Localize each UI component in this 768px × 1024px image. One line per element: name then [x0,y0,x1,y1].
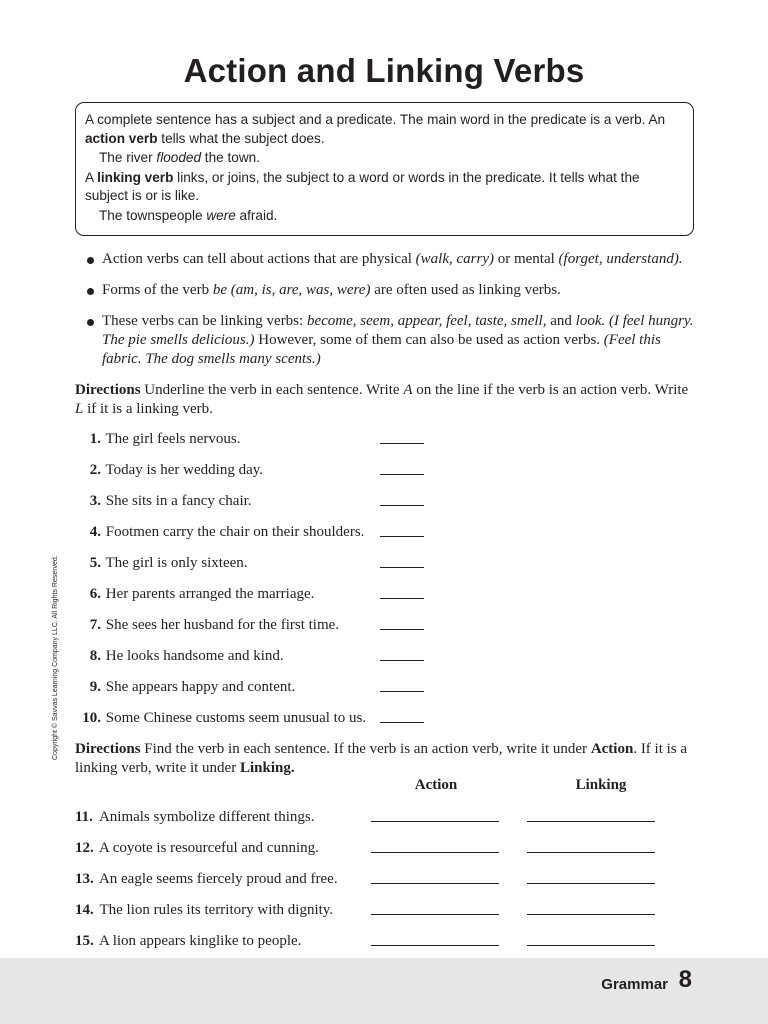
answer-line-2[interactable] [380,474,424,475]
question-13: 13. An eagle seems fiercely proud and free. [75,871,338,887]
answer-line-8[interactable] [380,660,424,661]
rule-text-linking: A linking verb links, or joins, the subject to a word or words in the predicate. It tells what the subject is or is like. [85,169,640,203]
question-14: 14. The lion rules its territory with dignity. [75,902,334,918]
question-11: 11. Animals symbolize different things. [75,809,315,825]
example-linking: The townspeople were afraid. [99,207,278,223]
answer-line-1[interactable] [380,443,424,444]
question-10: 10. Some Chinese customs seem unusual to us. [82,710,367,726]
question-7: 7. She sees her husband for the first time. [89,617,340,633]
term-action-verb: action verb [85,130,158,146]
example-action: The river flooded the town. [99,150,260,165]
question-4: 4. Footmen carry the chair on their shoulders. [89,524,365,540]
action-line-15[interactable] [371,945,499,946]
answer-line-4[interactable] [380,536,424,537]
column-header-action: Action [414,777,458,793]
linking-line-15[interactable] [527,945,655,946]
tips-list [86,250,696,381]
linking-line-12[interactable] [527,852,655,853]
list-item: Action verbs can tell about actions that are physical (walk, carry) or mental (forget, understand). [86,250,696,269]
question-5: 5. The girl is only sixteen. [89,555,248,571]
copyright-notice: Copyright © Savvas Learning Company LLC. All Rights Reserved. [52,555,59,760]
linking-line-11[interactable] [527,821,655,822]
rule-text: A complete sentence has a subject and a predicate. The main word in the predicate is a verb. An action verb tells what the subject does. [85,112,666,146]
question-3: 3. She sits in a fancy chair. [89,493,252,509]
page-title: Action and Linking Verbs [183,52,585,89]
rule-box [75,102,694,236]
answer-line-9[interactable] [380,691,424,692]
list-item: Forms of the verb be (am, is, are, was, were) are often used as linking verbs. [86,281,696,300]
question-2: 2. Today is her wedding day. [89,462,264,478]
directions-part2: Directions Find the verb in each sentence. If the verb is an action verb, write it under Action. If it is a linking verb, write it under Linking. [75,741,688,776]
question-9: 9. She appears happy and content. [89,679,296,695]
question-15: 15. A lion appears kinglike to people. [75,933,302,949]
action-line-12[interactable] [371,852,499,853]
section-label: Grammar [601,976,668,993]
column-header-linking: Linking [575,777,627,793]
page-number: 8 [678,966,692,993]
action-line-13[interactable] [371,883,499,884]
linking-line-14[interactable] [527,914,655,915]
action-line-11[interactable] [371,821,499,822]
linking-line-13[interactable] [527,883,655,884]
question-8: 8. He looks handsome and kind. [89,648,284,664]
answer-line-5[interactable] [380,567,424,568]
question-6: 6. Her parents arranged the marriage. [89,586,315,602]
answer-line-6[interactable] [380,598,424,599]
term-linking-verb: linking verb [97,169,174,185]
directions-part1: Directions Underline the verb in each sentence. Write A on the line if the verb is an action verb. Write L if it is a linking verb. [75,382,689,417]
list-item: These verbs can be linking verbs: become, seem, appear, feel, taste, smell, and look. (I feel hungry. The pie smells delicious.) However, some of them can also be used as action verbs. (Feel this fabric. The dog smells many scents.) [86,312,696,369]
action-line-14[interactable] [371,914,499,915]
page-footer [0,958,768,1024]
question-12: 12. A coyote is resourceful and cunning. [75,840,319,856]
answer-line-7[interactable] [380,629,424,630]
answer-line-10[interactable] [380,722,424,723]
answer-line-3[interactable] [380,505,424,506]
question-1: 1. The girl feels nervous. [89,431,241,447]
